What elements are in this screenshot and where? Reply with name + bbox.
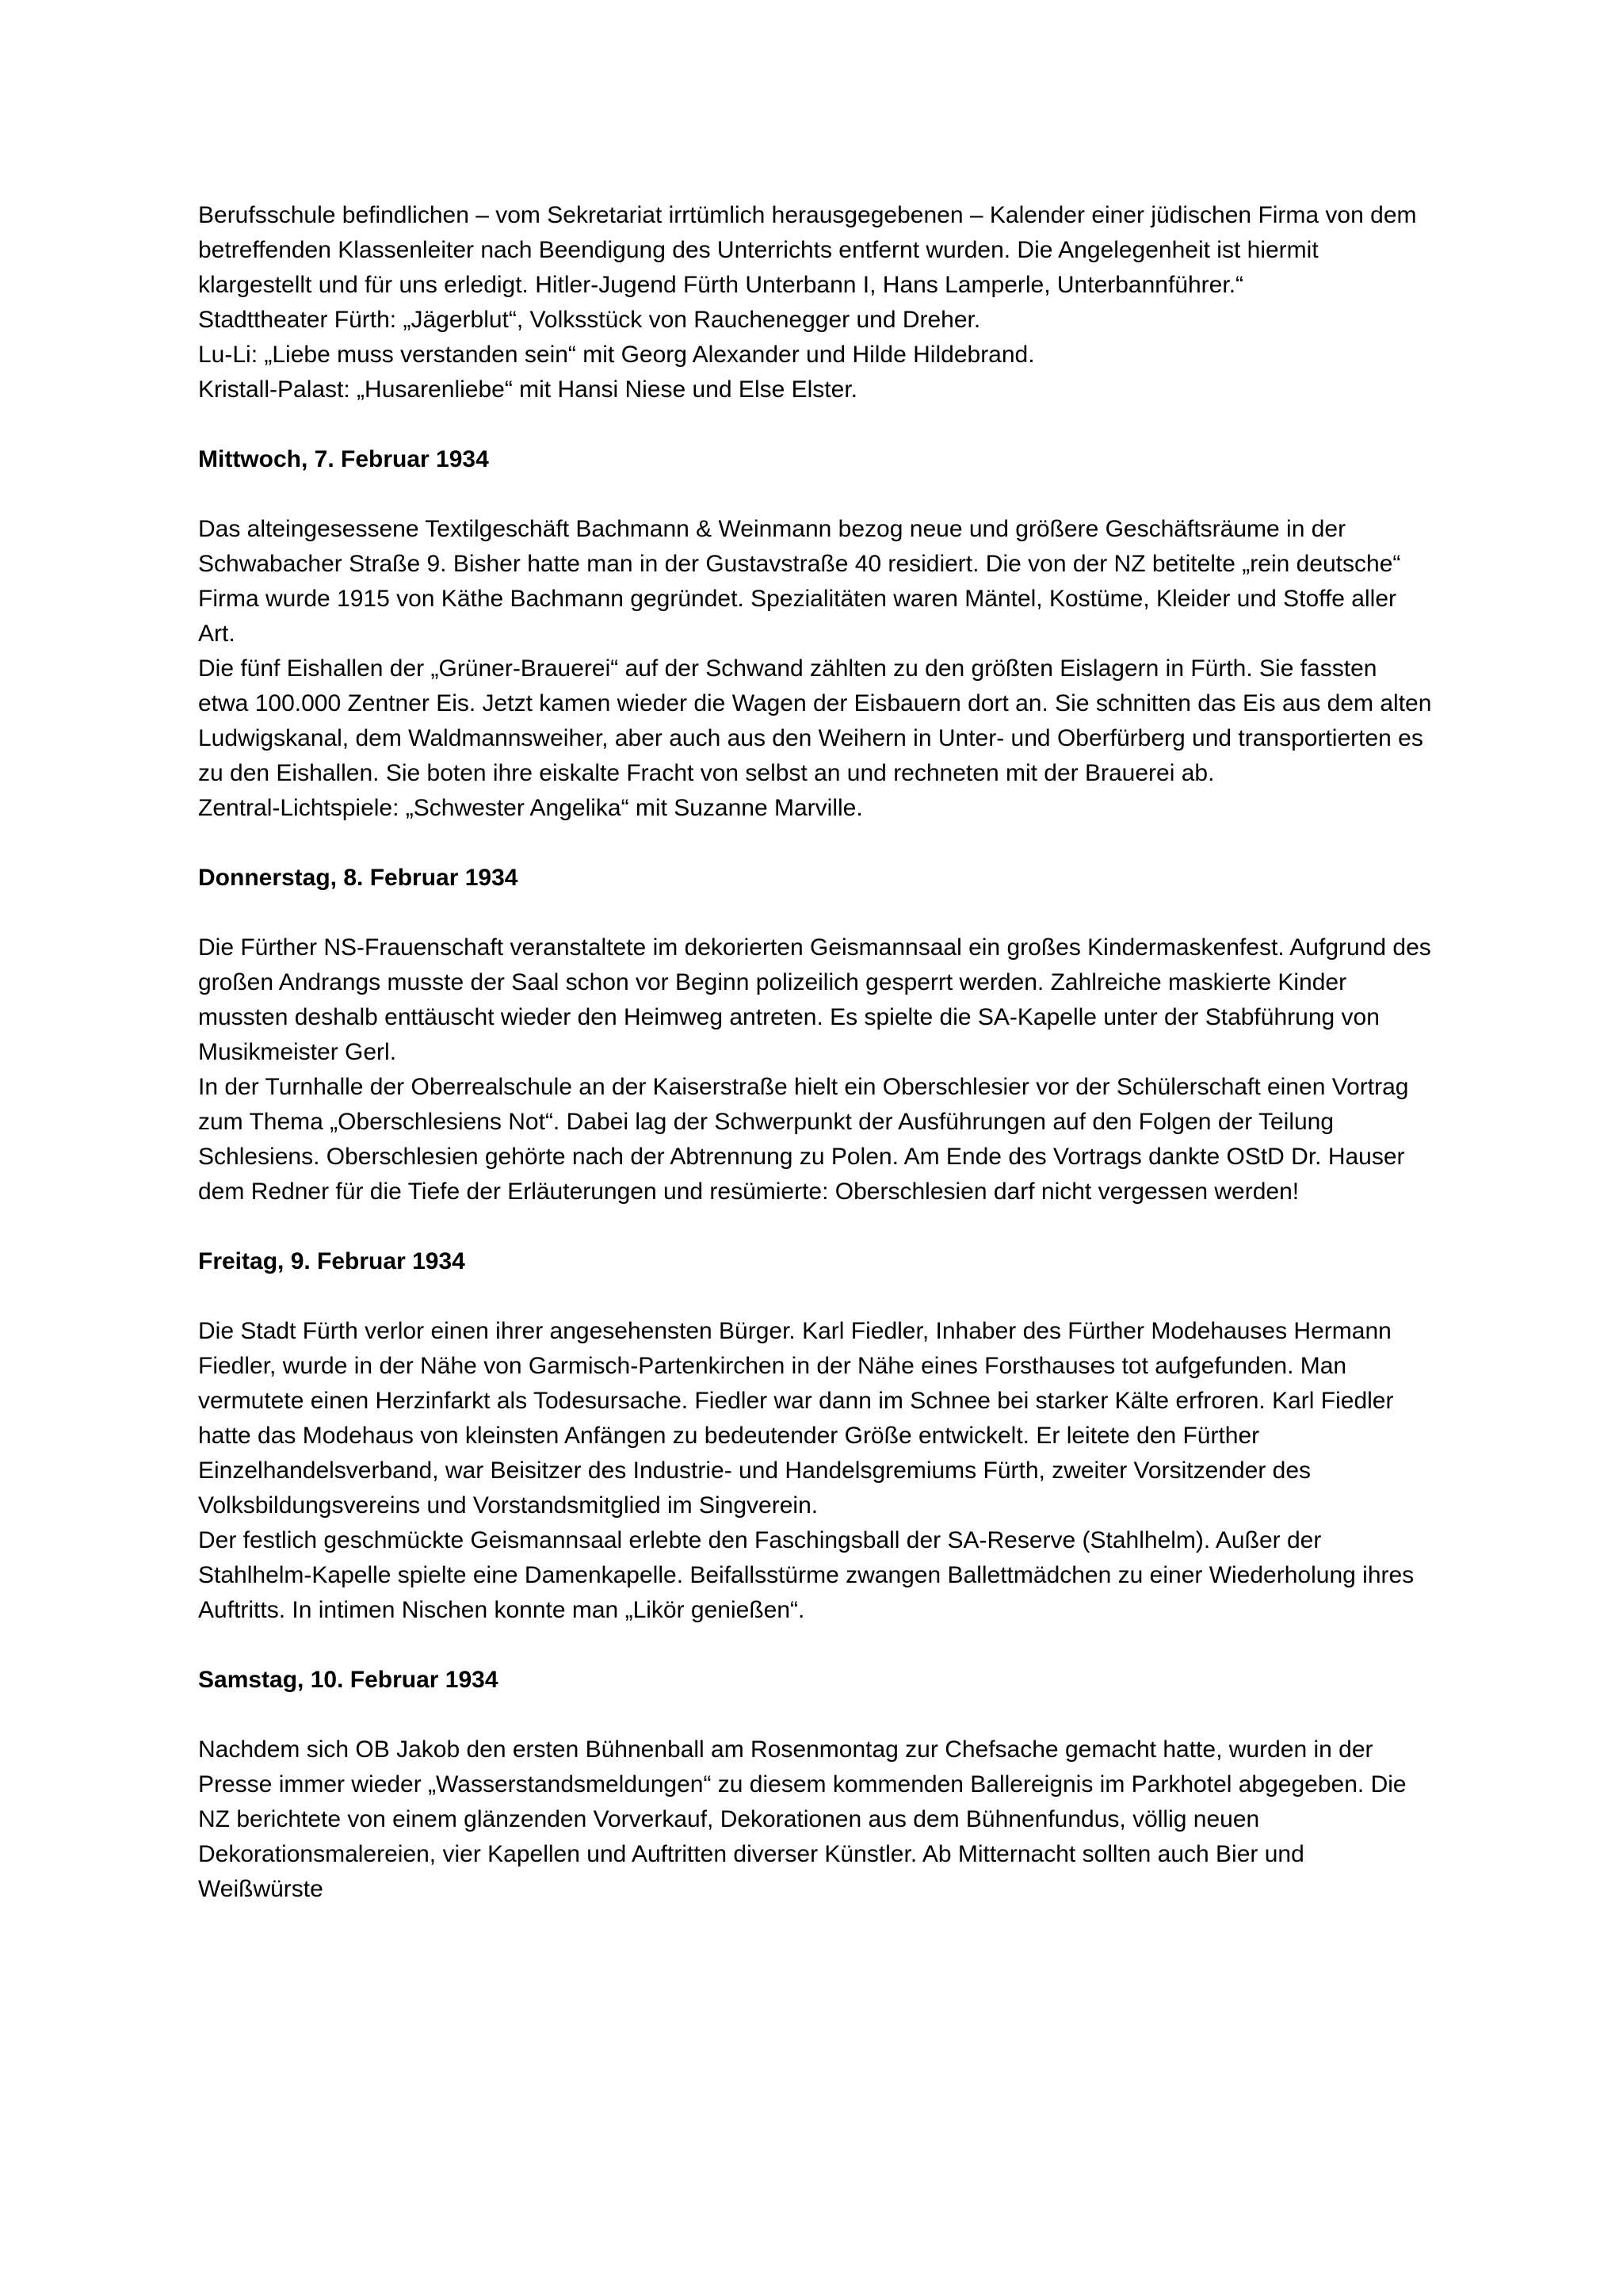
paragraph: Das alteingesessene Textilgeschäft Bachmann & Weinmann bezog neue und größere Geschäftsräume in der Schwabacher Straße 9. Bisher hatte man in der Gustavstraße 40 residiert. Die von der NZ betitelte „rein deutsche“ Firma wurde 1915 von Käthe Bachmann gegründet. Spezialitäten waren Mäntel, Kostüme, Kleider und Stoffe aller Art. (198, 516, 1401, 647)
paragraph: Nachdem sich OB Jakob den ersten Bühnenball am Rosenmontag zur Chefsache gemacht hatte, wurden in der Presse immer wieder „Wasserstandsmeldungen“ zu diesem kommenden Ballereignis im Parkhotel abgegeben. Die NZ berichtete von einem glänzenden Vorverkauf, Dekorationen aus dem Bühnenfundus, völlig neuen Dekorationsmalereien, vier Kapellen und Auftritten diverser Künstler. Ab Mitternacht sollten auch Bier und Weißwürste (198, 1736, 1407, 1902)
section-heading: Samstag, 10. Februar 1934 (198, 1667, 498, 1693)
section-heading: Mittwoch, 7. Februar 1934 (198, 446, 489, 472)
document-body (198, 198, 1433, 1907)
section-heading: Donnerstag, 8. Februar 1934 (198, 865, 518, 891)
paragraph: Kristall-Palast: „Husarenliebe“ mit Hansi Niese und Else Elster. (198, 376, 857, 403)
paragraph: Die fünf Eishallen der „Grüner-Brauerei“ auf der Schwand zählten zu den größten Eislagern in Fürth. Sie fassten etwa 100.000 Zentner Eis. Jetzt kamen wieder die Wagen der Eisbauern dort an. Sie schnitten das Eis aus dem alten Ludwigskanal, dem Waldmannsweiher, aber auch aus den Weihern in Unter- und Oberfürberg und transportierten es zu den Eishallen. Sie boten ihre eiskalte Fracht von selbst an und rechneten mit der Brauerei ab. (198, 655, 1432, 786)
section-heading: Freitag, 9. Februar 1934 (198, 1248, 465, 1274)
paragraph: Die Stadt Fürth verlor einen ihrer angesehensten Bürger. Karl Fiedler, Inhaber des Fürther Modehauses Hermann Fiedler, wurde in der Nähe von Garmisch-Partenkirchen in der Nähe eines Forsthauses tot aufgefunden. Man vermutete einen Herzinfarkt als Todesursache. Fiedler war dann im Schnee bei starker Kälte erfroren. Karl Fiedler hatte das Modehaus von kleinsten Anfängen zu bedeutender Größe entwickelt. Er leitete den Fürther Einzelhandelsverband, war Beisitzer des Industrie- und Handelsgremiums Fürth, zweiter Vorsitzender des Volksbildungsvereins und Vorstandsmitglied im Singverein. (198, 1318, 1394, 1519)
paragraph: Zentral-Lichtspiele: „Schwester Angelika“ mit Suzanne Marville. (198, 795, 863, 821)
paragraph: In der Turnhalle der Oberrealschule an der Kaiserstraße hielt ein Oberschlesier vor der Schülerschaft einen Vortrag zum Thema „Oberschlesiens Not“. Dabei lag der Schwerpunkt der Ausführungen auf den Folgen der Teilung Schlesiens. Oberschlesien gehörte nach der Abtrennung zu Polen. Am Ende des Vortrags dankte OStD Dr. Hauser dem Redner für die Tiefe der Erläuterungen und resümierte: Oberschlesien darf nicht vergessen werden! (198, 1074, 1409, 1205)
paragraph: Berufsschule befindlichen – vom Sekretariat irrtümlich herausgegebenen – Kalender einer jüdischen Firma von dem betreffenden Klassenleiter nach Beendigung des Unterrichts entfernt wurden. Die Angelegenheit ist hiermit klargestellt und für uns erledigt. Hitler-Jugend Fürth Unterbann I, Hans Lamperle, Unterbannführer.“ (198, 202, 1417, 298)
paragraph: Lu-Li: „Liebe muss verstanden sein“ mit Georg Alexander und Hilde Hildebrand. (198, 342, 1035, 368)
paragraph: Der festlich geschmückte Geismannsaal erlebte den Faschingsball der SA-Reserve (Stahlhelm). Außer der Stahlhelm-Kapelle spielte eine Damenkapelle. Beifallsstürme zwangen Ballettmädchen zu einer Wiederholung ihres Auftritts. In intimen Nischen konnte man „Likör genießen“. (198, 1527, 1415, 1623)
paragraph: Die Fürther NS-Frauenschaft veranstaltete im dekorierten Geismannsaal ein großes Kindermaskenfest. Aufgrund des großen Andrangs musste der Saal schon vor Beginn polizeilich gesperrt werden. Zahlreiche maskierte Kinder mussten deshalb enttäuscht wieder den Heimweg antreten. Es spielte die SA-Kapelle unter der Stabführung von Musikmeister Gerl. (198, 934, 1431, 1065)
paragraph: Stadttheater Fürth: „Jägerblut“, Volksstück von Rauchenegger und Dreher. (198, 307, 981, 333)
